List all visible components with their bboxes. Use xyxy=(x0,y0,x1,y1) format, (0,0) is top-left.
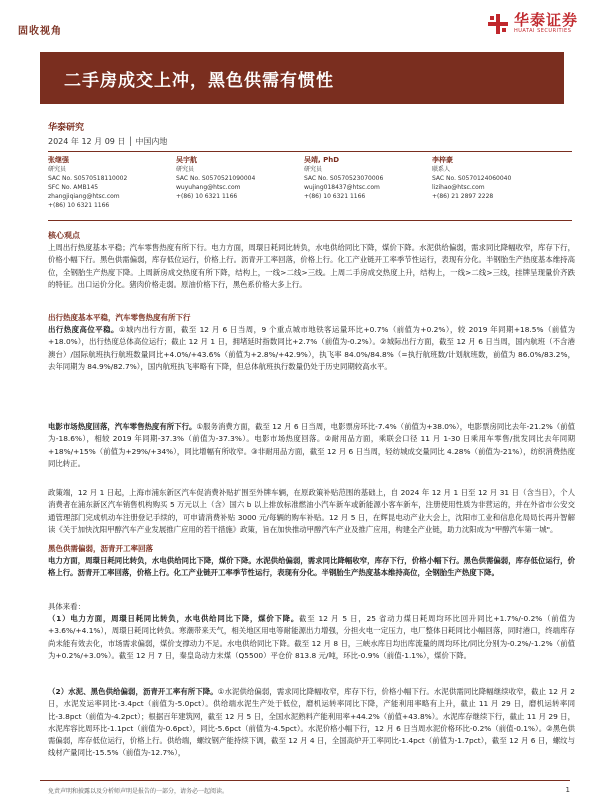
dateline: 2024 年 12 月 09 日 │ 中国内地 xyxy=(48,137,168,146)
section-summary: 电力方面，周環日耗同比转负，水电供给同比下降，煤价下降。水泥供给偏弱，需求同比降幅收窄，库存下行，价格小幅下行。黑色供需偏弱，库存低位运行，价格上行。沥青开工率回落，价格上行。化工产业链开工率季节性运行，表现有分化。半钢胎生产热度基本维持高位，全钢胎生产热度下降。 xyxy=(48,556,575,578)
page-number: 1 xyxy=(565,786,570,794)
lead-text: 出行热度高位平稳。 xyxy=(48,325,119,334)
core-heading: 核心观点 xyxy=(48,231,80,240)
analyst-sac: SAC No. S0570124060040 xyxy=(432,175,512,182)
analyst-card xyxy=(432,156,572,201)
analyst-role: 研究员 xyxy=(48,166,67,173)
analyst-email[interactable]: wuyuhang@htsc.com xyxy=(176,184,241,191)
analyst-card xyxy=(304,156,444,201)
huatai-logo-icon xyxy=(487,13,509,35)
logo-chinese-name: 华泰证券 xyxy=(513,11,578,29)
report-title: 二手房成交上冲，黑色供需有惯性 xyxy=(64,71,334,91)
analyst-card xyxy=(48,156,188,210)
analyst-sac: SAC No. S0570518110002 xyxy=(48,175,128,182)
policy-paragraph: 政策端，12 月 1 日起，上海市浦东新区汽车促消费补贴扩围至外牌车辆，在原政策补贴范围的基础上，自 2024 年 12 月 1 日至 12 月 31 日（含当日），个人消费者在浦东新区汽车销售机构购买 5 万元以上（含）国六 b 以上排放标准燃油小汽车新车或新能源小客车新车，注册使用性质为非营运的，并在外省市公安交通管理部门完成机动车注册登记手续的，可申请消费补贴 3000 元/每辆的购车补贴。12 月 5 日，在辉昆电动产业大会上，沈阳市工业和信息化局局长再升智解读《关于加快沈阳甲醇汽车产业发展推广应用的若干措施》政策，旨在加快推动甲醇汽车产业及推广应用，构建全产业链，助力沈阳成为"甲醇汽车第一城"。 xyxy=(48,488,575,534)
lead-text: （2）水泥、黑色供给偏弱，沥青开工率有所下降。 xyxy=(48,687,218,696)
analyst-name: 吴宇航 xyxy=(176,156,197,164)
title-banner xyxy=(40,52,564,104)
top-bar xyxy=(0,0,600,44)
core-paragraph: 上周出行热度基本平稳；汽车零售热度有所下行。电力方面，周環日耗同比转负，水电供给同比下降，煤价下降。水泥供给偏弱，需求同比降幅收窄，库存下行，价格小幅下行。黑色供需偏弱，库存低位运行，价格上行。沥青开工率回落，价格上行。化工产业链开工率季节性运行，表现有分化。半钢胎生产热度基本维持高位，全钢胎生产热度下降。上周新房成交热度有所下降，结构上，一线>二线>三线。上周二手房成交热度上升，结构上，一线>二线>三线，挂牌呈现量价齐跌的特征。出口运价分化。猪肉价格走弱。原油价格下行，黑色系价格大多上行。 xyxy=(48,243,575,289)
analyst-sfc: SFC No. AMB145 xyxy=(48,184,99,191)
analyst-phone: +(86) 10 6321 1166 xyxy=(176,193,238,200)
detail-paragraph xyxy=(48,686,575,778)
analyst-name: 张继强 xyxy=(48,156,69,164)
publisher: 华泰研究 xyxy=(48,123,85,133)
lead-text: （1）电力方面，周環日耗同比转负，水电供给同比下降，煤价下降。 xyxy=(48,614,300,623)
divider xyxy=(48,220,572,221)
analyst-card xyxy=(176,156,316,201)
logo-english-name: HUATAI SECURITIES xyxy=(513,28,572,34)
footer-divider xyxy=(40,780,570,781)
analyst-email[interactable]: zhangjiqiang@htsc.com xyxy=(48,193,120,200)
analyst-phone: +(86) 21 2897 2228 xyxy=(432,193,494,200)
section-paragraph xyxy=(48,421,575,470)
analyst-phone: +(86) 10 6321 1166 xyxy=(304,193,366,200)
huatai-logo xyxy=(487,12,578,35)
analyst-sac: SAC No. S0570523070006 xyxy=(304,175,384,182)
body-text: ①城内出行方面，截至 12 月 6 日当周，9 个重点城市地铁客运量环比+0.7%（前值为+0.2%），较 2019 年同期+18.5%（前值为+18.0%），出行热度总体高位运行；截止 12 月 1 日，拥堵延时指数同比+2.7%（前值为-0.2%）。②城际出行方面，截至 12 月 6 日当周，国内航班（不含港澳台）/国际航班执行航班数量同比+4.0%/+43.6%（前值为+2.8%/+42.9%），执飞率 84.0%/84.8%（=执行航班数/计划航班数，前值为 86.0%/83.2%，去年同期为 84.9%/82.7%），国内航班执飞率略有下降，但总体航班执行数量仍处于历史同期较高水平。 xyxy=(48,325,575,371)
section-paragraph xyxy=(48,324,575,373)
analyst-role: 研究员 xyxy=(176,166,195,173)
analyst-email[interactable]: wujing018437@htsc.com xyxy=(304,184,380,191)
analyst-phone: +(86) 10 6321 1166 xyxy=(48,202,110,209)
analyst-email[interactable]: lizihao@htsc.com xyxy=(432,184,485,191)
detail-paragraph xyxy=(48,613,575,662)
section-tag: 固收视角 xyxy=(18,26,62,37)
section-heading: 出行热度基本平稳，汽车零售热度有所下行 xyxy=(48,313,191,322)
analyst-role: 研究员 xyxy=(304,166,323,173)
detail-intro: 具体来看： xyxy=(48,602,85,611)
analyst-name: 吴靖, PhD xyxy=(304,156,340,164)
lead-text: 电影市场热度回落，汽车零售热度有所下行。 xyxy=(48,422,197,431)
body-text: 截至 12 月 5 日，25 省动力煤日耗周均环比回升同比+1.7%/-0.2%（前值为+3.6%/+4.1%），周環日耗同比转负。寒潮带来天气，相关地区用电等耐能源出力增强，分担火电一定压力，电厂整体日耗同比小幅回落，同时港口，终端库存尚未能有效去化，市场需求偏弱，煤价支撑动力不足。水电供给同比下降。截至 12 月 8 日，三峡水库日均出库流量的周均环比/同比分别为-0.2%/-1.2%（前值为+0.2%/+3.0%）。截至 12 月 7 日，秦皇岛动力末煤（Q5500）平仓价 813.8 元/吨，环比-0.9%（前值-1.1%），煤价下降。 xyxy=(48,614,575,660)
analyst-sac: SAC No. S0570521090004 xyxy=(176,175,256,182)
footer-disclaimer: 免责声明和披露以及分析师声明是报告的一部分，请务必一起阅读。 xyxy=(48,788,229,795)
analyst-name: 李梓豪 xyxy=(432,156,453,164)
analyst-role: 联系人 xyxy=(432,166,451,173)
body-text: ①服务消费方面，截至 12 月 6 日当周，电影票房环比-7.4%（前值为+38.0%），电影票房同比去年-21.2%（前值为-18.6%），相较 2019 年同期-37.3%（前值为-37.3%）。电影市场热度回落。②耐用品方面，乘联会口径 11 月 1-30 日乘用车零售/批发同比去年同期+18%/+15%（前值为+29%/+34%），同比增幅有所收窄。③非耐用品方面，截至 12 月 6 日当周，轻纺城成交量同比 4.28%（前值为-21%），纺织消费热度同比转正。 xyxy=(48,422,575,468)
body-text: ①水泥供给偏弱，需求同比降幅收窄，库存下行，价格小幅下行。水泥供需同比降幅继续收窄，截止 12 月 2 日，水泥发运率同比-3.4pct（前值为-5.0pct）。供给端水泥生产处于低位，磨机运转率同比下降，产能利用率略有上升，截止 11 月 29 日，磨机运转率同比-3.8pct（前值为-4.2pct）；根据百年建筑网，截至 12 月 5 日，全国水泥熟料产能利用率+44.2%（前值+43.8%）。水泥库存继续下行，截止 11 月 29 日，水泥库容比周环比-1.1pct（前值为-0.6pct），同比-5.6pct（前值为-4.5pct）。水泥价格小幅下行，12 月 6 日当周水泥价格环比-0.2%（前值-0.1%）。②黑色供需偏弱，库存低位运行，价格上行。供给端，螺纹钢产能持续下调，截至 12 月 4 日，全国高炉开工率同比-1.4pct（前值为-1.7pct），截至 12 月 6 日，螺纹与线材产量同比-15.5%（前值为-12.7%）， xyxy=(48,687,575,758)
section-heading: 黑色供需偏弱，沥青开工率回落 xyxy=(48,544,153,553)
divider xyxy=(48,151,572,152)
